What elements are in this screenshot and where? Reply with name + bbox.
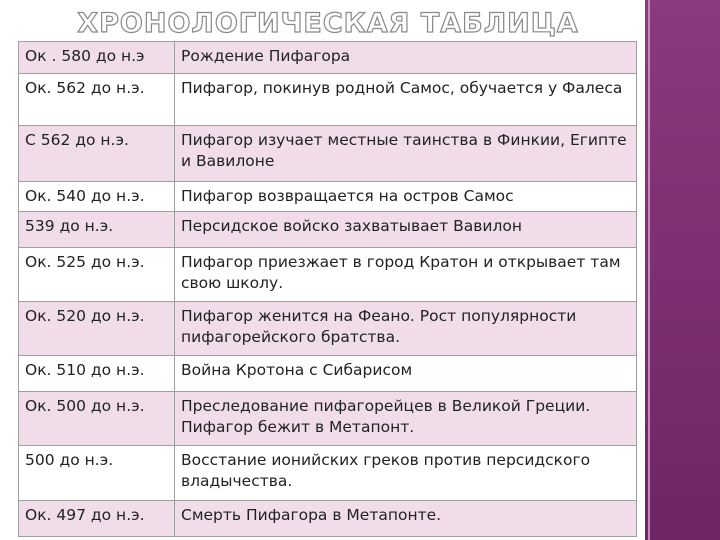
row-date-cell: Ок. 510 до н.э. bbox=[19, 356, 175, 392]
table-row bbox=[19, 126, 637, 182]
row-date-cell: Ок. 520 до н.э. bbox=[19, 302, 175, 356]
decorative-side-bar bbox=[645, 0, 720, 540]
table-row bbox=[19, 42, 637, 74]
row-date-cell: Ок . 580 до н.э bbox=[19, 42, 175, 74]
row-event-cell: Пифагор женится на Феано. Рост популярности пифагорейского братства. bbox=[175, 302, 637, 356]
page-title: ХРОНОЛОГИЧЕСКАЯ ТАБЛИЦА bbox=[77, 8, 579, 39]
table-row bbox=[19, 446, 637, 501]
row-date-cell: Ок. 500 до н.э. bbox=[19, 392, 175, 446]
row-event-cell: Восстание ионийских греков против персидского владычества. bbox=[175, 446, 637, 501]
row-event-cell: Пифагор возвращается на остров Самос bbox=[175, 182, 637, 212]
table-row bbox=[19, 392, 637, 446]
table-row bbox=[19, 501, 637, 537]
decorative-side-line bbox=[648, 0, 650, 540]
row-date-cell: 500 до н.э. bbox=[19, 446, 175, 501]
row-event-cell: Персидское войско захватывает Вавилон bbox=[175, 212, 637, 248]
chronology-table bbox=[18, 41, 637, 537]
row-event-cell: Пифагор, покинув родной Самос, обучается у Фалеса bbox=[175, 74, 637, 126]
row-date-cell: Ок. 497 до н.э. bbox=[19, 501, 175, 537]
table-row bbox=[19, 212, 637, 248]
row-event-cell: Преследование пифагорейцев в Великой Греции. Пифагор бежит в Метапонт. bbox=[175, 392, 637, 446]
row-event-cell: Пифагор изучает местные таинства в Финкии, Египте и Вавилоне bbox=[175, 126, 637, 182]
row-date-cell: Ок. 540 до н.э. bbox=[19, 182, 175, 212]
row-event-cell: Смерть Пифагора в Метапонте. bbox=[175, 501, 637, 537]
table-row bbox=[19, 356, 637, 392]
row-date-cell: С 562 до н.э. bbox=[19, 126, 175, 182]
row-date-cell: Ок. 562 до н.э. bbox=[19, 74, 175, 126]
row-event-cell: Война Кротона с Сибарисом bbox=[175, 356, 637, 392]
table-row bbox=[19, 248, 637, 302]
row-event-cell: Рождение Пифагора bbox=[175, 42, 637, 74]
row-event-cell: Пифагор приезжает в город Кратон и открывает там свою школу. bbox=[175, 248, 637, 302]
table-row bbox=[19, 74, 637, 126]
table-row bbox=[19, 302, 637, 356]
table-row bbox=[19, 182, 637, 212]
row-date-cell: Ок. 525 до н.э. bbox=[19, 248, 175, 302]
row-date-cell: 539 до н.э. bbox=[19, 212, 175, 248]
chronology-table-body bbox=[19, 42, 637, 537]
